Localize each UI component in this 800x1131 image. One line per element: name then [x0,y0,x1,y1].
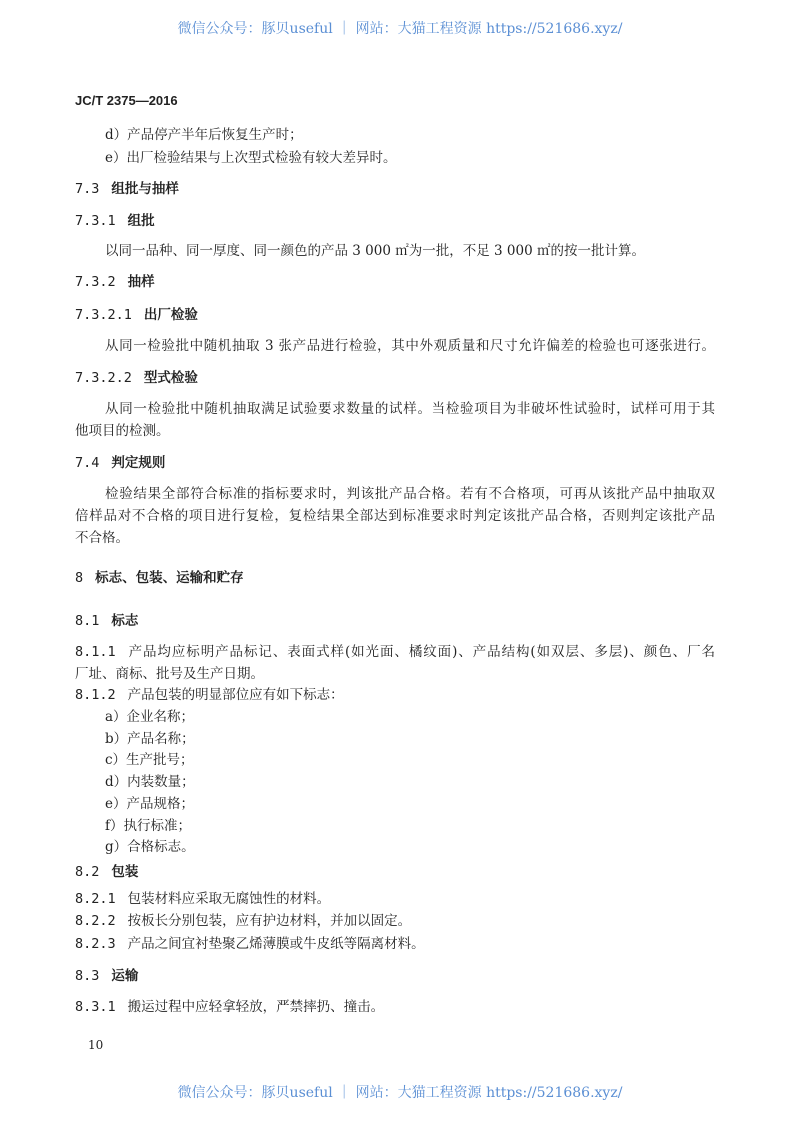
list-item: c）生产批号； [105,752,194,768]
paragraph-line: 从同一检验批中随机抽取满足试验要求数量的试样。当检验项目为非破坏性试验时，试样可用于其 [105,401,715,417]
section-heading-8-3: 8.3 运输 [75,968,139,984]
section-heading-7-4: 7.4 判定规则 [75,455,166,471]
clause-8-1-2: 8.1.2 产品包装的明显部位应有如下标志： [75,687,344,703]
watermark-top: 微信公众号：豚贝useful ｜ 网站：大猫工程资源 https://521686.xyz/ [177,21,623,37]
document-code-header: JC/T 2375—2016 [75,93,178,108]
clause-8-2-1: 8.2.1 包装材料应采取无腐蚀性的材料。 [75,891,331,907]
section-heading-8-1: 8.1 标志 [75,613,139,629]
section-heading-7-3-1: 7.3.1 组批 [75,213,155,229]
section-heading-7-3-2: 7.3.2 抽样 [75,274,155,290]
clause-8-3-1: 8.3.1 搬运过程中应轻拿轻放，严禁摔扔、撞击。 [75,999,385,1015]
paragraph: 以同一品种、同一厚度、同一颜色的产品 3 000 ㎡为一批，不足 3 000 ㎡的按一批计算。 [105,243,645,259]
paragraph-line: 他项目的检测。 [75,423,170,439]
list-item: e）出厂检验结果与上次型式检验有较大差异时。 [105,150,397,166]
list-item: b）产品名称； [105,731,195,747]
watermark-bottom: 微信公众号：豚贝useful ｜ 网站：大猫工程资源 https://521686.xyz/ [177,1085,623,1101]
page-number: 10 [88,1038,104,1052]
section-heading-7-3-2-2: 7.3.2.2 型式检验 [75,370,198,386]
list-item: f）执行标准； [105,818,191,834]
list-item: a）企业名称； [105,709,195,725]
section-heading-8-2: 8.2 包装 [75,864,139,880]
clause-8-2-3: 8.2.3 产品之间宜衬垫聚乙烯薄膜或牛皮纸等隔离材料。 [75,936,425,952]
section-heading-7-3-2-1: 7.3.2.1 出厂检验 [75,307,198,323]
clause-8-1-1: 8.1.1 产品均应标明产品标记、表面式样(如光面、橘纹面)、产品结构(如双层、多层)、颜色、厂名 [75,644,715,660]
list-item: e）产品规格； [105,796,194,812]
clause-8-2-2: 8.2.2 按板长分别包装，应有护边材料，并加以固定。 [75,913,412,929]
chapter-heading-8: 8 标志、包装、运输和贮存 [75,570,244,586]
list-item: d）产品停产半年后恢复生产时； [105,127,303,143]
section-heading-7-3: 7.3 组批与抽样 [75,181,179,197]
clause-8-1-1-cont: 厂址、商标、批号及生产日期。 [75,666,264,682]
paragraph-line: 不合格。 [75,530,129,546]
paragraph-line: 倍样品对不合格的项目进行复检，复检结果全部达到标准要求时判定该批产品合格，否则判定该批产品 [75,508,715,524]
list-item: d）内装数量； [105,774,195,790]
list-item: g）合格标志。 [105,839,195,855]
paragraph-line: 检验结果全部符合标准的指标要求时，判该批产品合格。若有不合格项，可再从该批产品中抽取双 [105,486,715,502]
paragraph: 从同一检验批中随机抽取 3 张产品进行检验，其中外观质量和尺寸允许偏差的检验也可逐张进行。 [105,338,715,354]
